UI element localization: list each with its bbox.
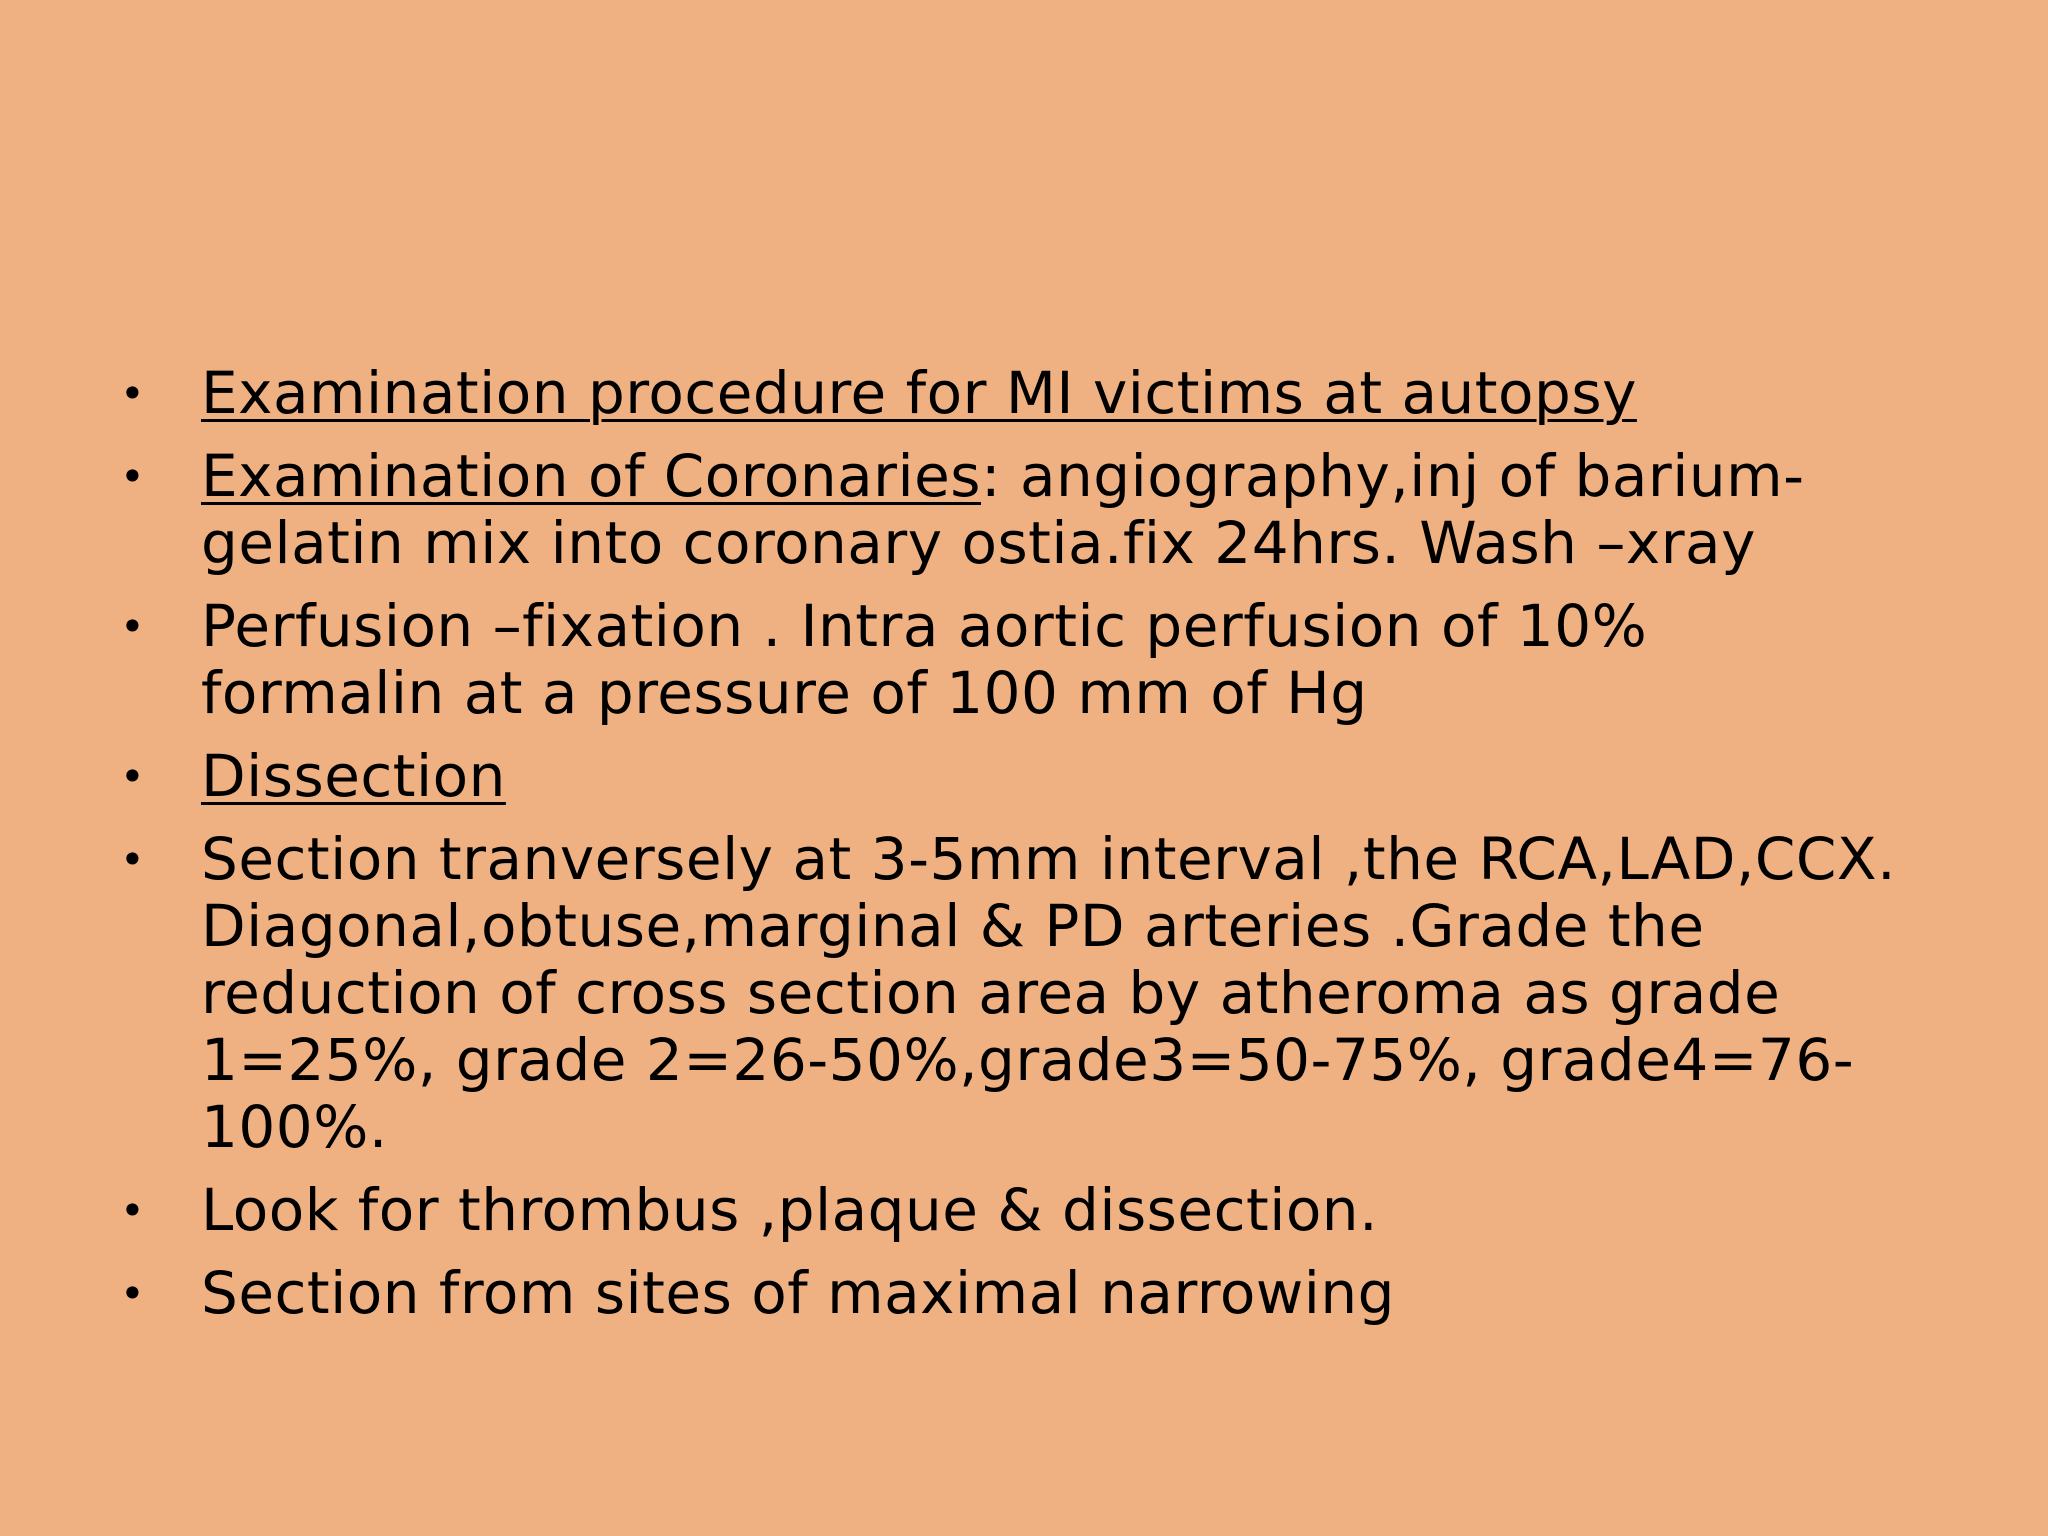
bullet-icon: • — [120, 369, 146, 418]
bullet-text: reduction of cross section area by atheroma as grade — [201, 959, 1781, 1027]
bullet-item-examination-procedure — [120, 360, 1960, 427]
bullet-icon: • — [120, 452, 146, 501]
bullet-item-dissection — [120, 743, 1960, 810]
bullet-text: Diagonal,obtuse,marginal & PD arteries .Grade the — [201, 892, 1705, 960]
bullet-line — [201, 826, 1960, 893]
bullet-line — [201, 743, 1960, 810]
bullet-icon: • — [120, 1269, 146, 1318]
bullet-text: Section from sites of maximal narrowing — [201, 1259, 1395, 1327]
bullet-icon: • — [120, 752, 146, 801]
bullet-heading: Examination procedure for MI victims at autopsy — [201, 359, 1637, 427]
bullet-line — [201, 593, 1960, 660]
bullet-text: Perfusion –fixation . Intra aortic perfusion of 10% — [201, 592, 1648, 660]
bullet-icon: • — [120, 602, 146, 651]
bullet-line — [201, 1260, 1960, 1327]
bullet-line — [201, 1177, 1960, 1244]
bullet-heading: Dissection — [201, 742, 506, 810]
bullet-item-narrowing — [120, 1260, 1960, 1327]
bullet-icon: • — [120, 835, 146, 884]
bullet-line — [201, 510, 1960, 577]
bullet-text: Look for thrombus ,plaque & dissection. — [201, 1176, 1379, 1244]
bullet-text: 1=25%, grade 2=26-50%,grade3=50-75%, grade4=76- — [201, 1026, 1855, 1094]
bullet-line — [201, 360, 1960, 427]
bullet-text: formalin at a pressure of 100 mm of Hg — [201, 659, 1368, 727]
bullet-item-coronaries — [120, 443, 1960, 577]
bullet-line — [201, 443, 1960, 510]
bullet-item-perfusion — [120, 593, 1960, 727]
bullet-text: gelatin mix into coronary ostia.fix 24hrs. Wash –xray — [201, 509, 1756, 577]
bullet-line — [201, 960, 1960, 1027]
bullet-line — [201, 893, 1960, 960]
bullet-list — [120, 360, 1960, 1343]
bullet-line — [201, 1027, 1960, 1094]
bullet-item-section-grading — [120, 826, 1960, 1161]
bullet-text: 100%. — [201, 1093, 388, 1161]
bullet-text: : angiography,inj of barium- — [981, 442, 1805, 510]
bullet-heading: Examination of Coronaries — [201, 442, 982, 510]
bullet-icon: • — [120, 1186, 146, 1235]
bullet-item-thrombus — [120, 1177, 1960, 1244]
bullet-line — [201, 1094, 1960, 1161]
bullet-line — [201, 660, 1960, 727]
bullet-text: Section tranversely at 3-5mm interval ,the RCA,LAD,CCX. — [201, 825, 1897, 893]
